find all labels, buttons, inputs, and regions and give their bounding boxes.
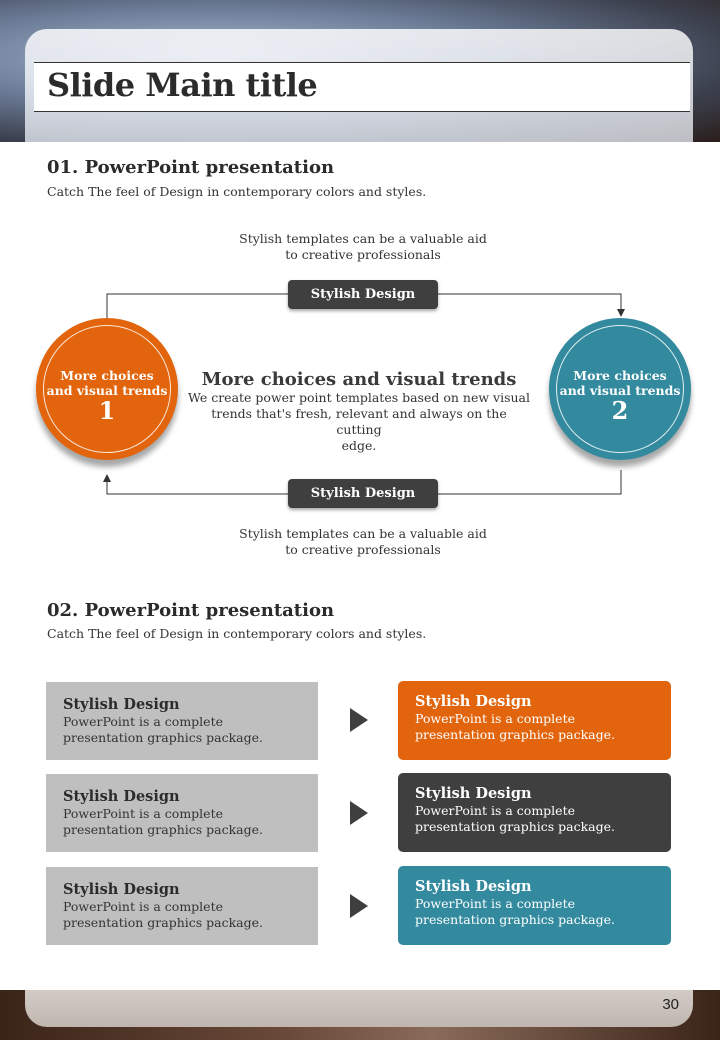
compare-right-box [398,681,671,760]
circle-label [549,368,691,398]
circle-number: 2 [611,396,629,425]
box-desc [63,899,313,931]
arrowhead-right [617,309,625,317]
box-desc [415,896,665,928]
box-title: Stylish Design [415,785,532,802]
center-body-line: trends that's fresh, relevant and always on the cutting [211,406,507,437]
box-title: Stylish Design [63,696,180,713]
compare-right-box [398,866,671,945]
section1-heading: 01. PowerPoint presentation [47,157,335,178]
box-title: Stylish Design [415,878,532,895]
circle-label-line: More choices [573,368,667,383]
compare-left-box [46,774,318,852]
box-desc-line: presentation graphics package. [415,727,616,742]
caption-bottom [200,526,526,558]
box-title: Stylish Design [63,881,180,898]
box-desc-line: presentation graphics package. [63,915,264,930]
caption-bottom-line: Stylish templates can be a valuable aid [239,526,487,541]
circle-label-line: More choices [60,368,154,383]
center-body [188,390,530,454]
circle-step-1 [36,318,178,460]
circle-label-line: and visual trends [559,383,681,398]
arrow-right-icon [350,801,368,825]
box-desc-line: PowerPoint is a complete [63,714,223,729]
compare-left-box [46,867,318,945]
pill-bottom: Stylish Design [288,479,438,508]
center-body-line: edge. [341,438,377,453]
box-desc-line: PowerPoint is a complete [415,896,575,911]
box-desc-line: presentation graphics package. [415,912,616,927]
center-body-line: We create power point templates based on new visual [188,390,530,405]
section2-heading: 02. PowerPoint presentation [47,600,335,621]
box-desc [415,803,665,835]
section2-subtitle: Catch The feel of Design in contemporary colors and styles. [47,626,427,641]
compare-right-box [398,773,671,852]
circle-label-line: and visual trends [46,383,168,398]
circle-step-2 [549,318,691,460]
caption-bottom-line: to creative professionals [285,542,441,557]
footer-card [25,990,693,1027]
box-desc [63,714,313,746]
caption-top-line: to creative professionals [285,247,441,262]
circle-number: 1 [98,396,116,425]
caption-top-line: Stylish templates can be a valuable aid [239,231,487,246]
box-desc [415,711,665,743]
slide-title: Slide Main title [47,66,318,104]
section1-subtitle: Catch The feel of Design in contemporary colors and styles. [47,184,427,199]
box-desc-line: presentation graphics package. [63,730,264,745]
pill-top: Stylish Design [288,280,438,309]
arrowhead-left [103,474,111,482]
center-title: More choices and visual trends [201,369,517,390]
box-desc-line: PowerPoint is a complete [63,899,223,914]
box-desc-line: presentation graphics package. [415,819,616,834]
box-title: Stylish Design [415,693,532,710]
box-desc-line: PowerPoint is a complete [415,711,575,726]
box-desc [63,806,313,838]
box-title: Stylish Design [63,788,180,805]
box-desc-line: PowerPoint is a complete [63,806,223,821]
page-number: 30 [662,996,679,1013]
box-desc-line: presentation graphics package. [63,822,264,837]
arrow-right-icon [350,708,368,732]
compare-left-box [46,682,318,760]
arrow-right-icon [350,894,368,918]
circle-label [36,368,178,398]
box-desc-line: PowerPoint is a complete [415,803,575,818]
